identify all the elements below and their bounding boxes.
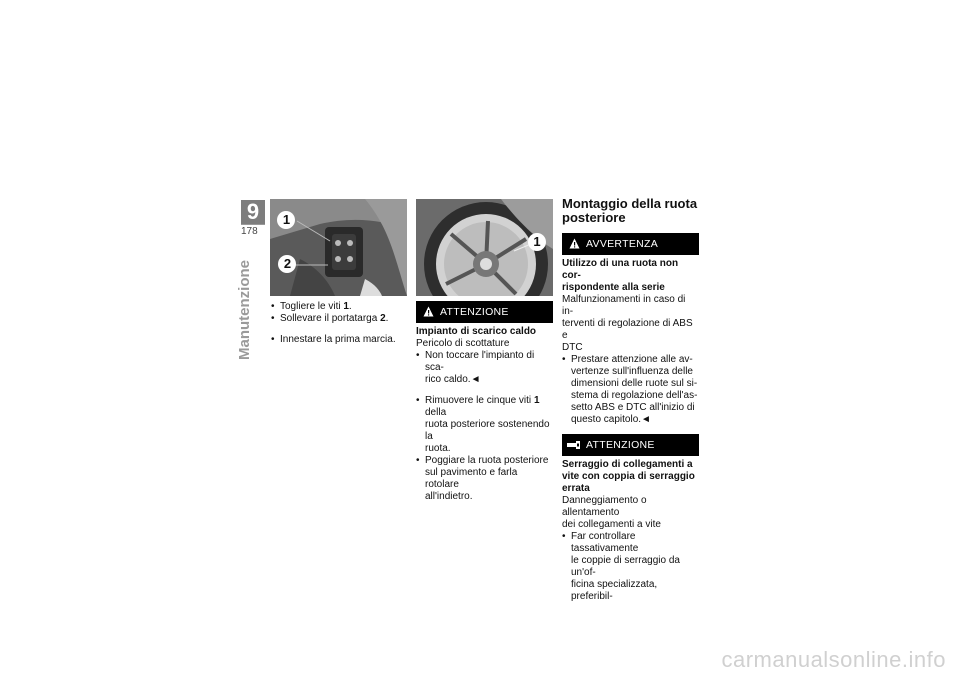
watermark: carmanualsonline.info	[721, 647, 946, 672]
wheel-size-bullet: • Prestare attenzione alle av- vertenze sull'influenza delle dimensioni delle ruote sul si- stema di regolazione dell'as- setto ABS e DTC all'inizio di questo capitolo.◄	[562, 354, 698, 425]
section-title: Montaggio della ruota posteriore	[562, 196, 698, 225]
warning-triangle-icon	[423, 306, 434, 317]
warning-bullet: • Non toccare l'impianto di sca- rico caldo.◄	[416, 350, 535, 385]
caution-banner: ATTENZIONE	[416, 301, 553, 323]
damage-text: Danneggiamento o allentamento dei collegamenti a vite	[562, 495, 661, 530]
photo-license-plate-holder	[270, 199, 407, 296]
chapter-number: 9	[241, 200, 265, 224]
page-number: 178	[241, 226, 258, 237]
torque-check-bullet: • Far controllare tassativamente le coppie di serraggio da un'of- ficina specializzata, preferibil-	[562, 531, 680, 602]
caution-banner-torque: ATTENZIONE	[562, 434, 699, 456]
torque-heading: Serraggio di collegamenti a vite con coppia di serraggio errata	[562, 459, 695, 494]
column-1	[271, 301, 411, 346]
callout-1-wheel: 1	[533, 234, 541, 249]
warning-triangle-icon	[569, 238, 580, 249]
hot-exhaust-heading: Impianto di scarico caldo	[416, 326, 537, 337]
step-remove-five-screws: • Rimuovere le cinque viti 1 della ruota posteriore sostenendo la ruota.	[416, 395, 550, 454]
malfunction-text: Malfunzionamenti in caso di in- terventi di regolazione di ABS e DTC	[562, 294, 693, 353]
step-engage-gear: • Innestare la prima marcia.	[271, 334, 396, 345]
column-2	[416, 301, 553, 503]
step-remove-screws: • Togliere le viti 1.	[271, 301, 352, 312]
page-rule	[241, 224, 265, 225]
warning-banner: AVVERTENZA	[562, 233, 699, 255]
callout-2: 2	[283, 256, 292, 271]
callout-1: 1	[282, 212, 291, 227]
step-lift-plate-holder: • Sollevare il portatarga 2.	[271, 313, 389, 324]
wrench-icon	[567, 440, 581, 450]
wrong-wheel-heading: Utilizzo di una ruota non cor- rispondente alla serie	[562, 258, 679, 293]
step-roll-wheel: • Poggiare la ruota posteriore sul pavimento e farla rotolare all'indietro.	[416, 455, 549, 502]
photo-rear-wheel	[416, 199, 553, 296]
burn-risk-text: Pericolo di scottature	[416, 338, 510, 349]
column-3	[562, 197, 699, 603]
chapter-title: Manutenzione	[236, 260, 253, 360]
